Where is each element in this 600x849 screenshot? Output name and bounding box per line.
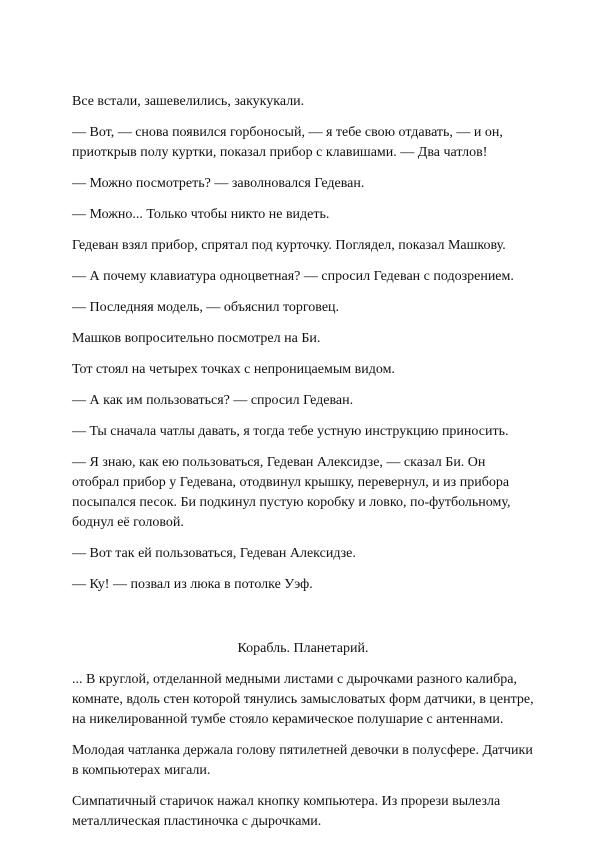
paragraph: — А почему клавиатура одноцветная? — спросил Гедеван с подозрением. xyxy=(72,269,514,284)
paragraph: Симпатичный старичок нажал кнопку компьютера. Из прорези вылезла металлическая пластиночка с дырочками. xyxy=(72,794,501,829)
paragraph: Молодая чатланка держала голову пятилетней девочки в полусфере. Датчики в компьютерах мигали. xyxy=(72,743,533,778)
paragraph: — Можно... Только чтобы никто не видеть. xyxy=(72,207,330,222)
paragraph: Все встали, зашевелились, закукукали. xyxy=(72,94,305,109)
section-break xyxy=(72,606,534,639)
paragraph: Гедеван взял прибор, спрятал под курточку. Поглядел, показал Машкову. xyxy=(72,238,506,253)
document-text xyxy=(72,92,534,843)
paragraph: Тот стоял на четырех точках с непроницаемым видом. xyxy=(72,362,395,377)
paragraph: — Я знаю, как ею пользоваться, Гедеван Алексидзе, — сказал Би. Он отобрал прибор у Гедевана, отодвинул крышку, перевернул, и из прибора посыпался песок. Би подкинул пустую коробку и ловко, по-футбольному, боднул её головой. xyxy=(72,455,511,530)
scene-heading: Корабль. Планетарий. xyxy=(237,641,369,656)
paragraph: — А как им пользоваться? — спросил Гедеван. xyxy=(72,393,354,408)
paragraph: — Можно посмотреть? — заволновался Гедеван. xyxy=(72,176,365,191)
paragraph: ... В круглой, отделанной медными листами с дырочками разного калибра, комнате, вдоль стен которой тянулись замысловатых форм датчики, в центре, на никелированной тумбе стояло керамическое полушарие с антеннами. xyxy=(72,672,534,727)
paragraph: — Вот так ей пользоваться, Гедеван Алексидзе. xyxy=(72,546,356,561)
paragraph: Машков вопросительно посмотрел на Би. xyxy=(72,331,321,346)
paragraph: — Вот, — снова появился горбоносый, — я тебе свою отдавать, — и он, приоткрыв полу куртки, показал прибор с клавишами. — Два чатлов! xyxy=(72,125,503,160)
paragraph: — Ку! — позвал из люка в потолке Уэф. xyxy=(72,577,313,592)
paragraph: — Ты сначала чатлы давать, я тогда тебе устную инструкцию приносить. xyxy=(72,424,509,439)
paragraph: — Последняя модель, — объяснил торговец. xyxy=(72,300,340,315)
